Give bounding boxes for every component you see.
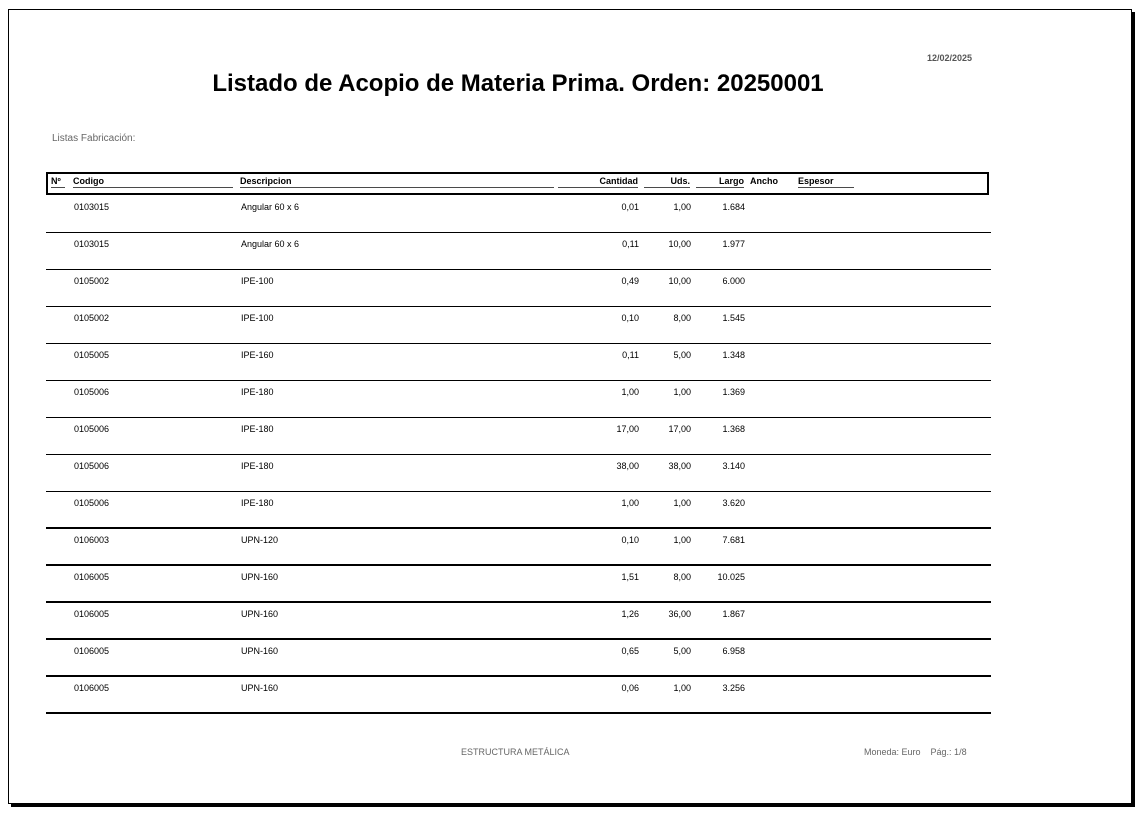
cell-codigo: 0105002	[74, 276, 110, 286]
cell-cantidad: 0,01	[621, 202, 639, 212]
cell-cantidad: 38,00	[616, 461, 639, 471]
cell-cantidad: 0,10	[621, 535, 639, 545]
cell-largo: 1.867	[722, 609, 745, 619]
cell-cantidad: 0,06	[621, 683, 639, 693]
table-row	[46, 603, 991, 640]
footer-currency: Moneda: Euro	[864, 747, 921, 757]
table-row	[46, 381, 991, 418]
table-row	[46, 640, 991, 677]
cell-largo: 7.681	[722, 535, 745, 545]
cell-codigo: 0106005	[74, 646, 110, 656]
header-cantidad: Cantidad	[558, 176, 638, 188]
cell-descripcion: IPE-100	[241, 276, 274, 286]
cell-largo: 6.000	[722, 276, 745, 286]
cell-descripcion: UPN-120	[241, 535, 279, 545]
cell-uds: 36,00	[668, 609, 691, 619]
cell-uds: 8,00	[673, 572, 691, 582]
cell-uds: 1,00	[673, 683, 691, 693]
cell-descripcion: IPE-100	[241, 313, 274, 323]
cell-largo: 10.025	[717, 572, 745, 582]
cell-cantidad: 0,65	[621, 646, 639, 656]
cell-codigo: 0103015	[74, 202, 110, 212]
cell-descripcion: Angular 60 x 6	[241, 239, 300, 249]
cell-cantidad: 0,49	[621, 276, 639, 286]
cell-cantidad: 0,11	[622, 350, 639, 360]
cell-codigo: 0105006	[74, 461, 110, 471]
cell-descripcion: UPN-160	[241, 609, 279, 619]
header-codigo: Codigo	[73, 176, 233, 188]
table-row	[46, 344, 991, 381]
table-row	[46, 418, 991, 455]
cell-uds: 10,00	[668, 239, 691, 249]
header-largo: Largo	[696, 176, 744, 188]
report-title: Listado de Acopio de Materia Prima. Orden: 20250001	[212, 70, 824, 97]
footer-page-number: Pág.: 1/8	[930, 747, 967, 757]
table-row	[46, 307, 991, 344]
cell-largo: 1.977	[722, 239, 745, 249]
cell-largo: 3.140	[722, 461, 745, 471]
report-date: 12/02/2025	[927, 53, 973, 63]
cell-codigo: 0103015	[74, 239, 110, 249]
cell-uds: 1,00	[673, 498, 691, 508]
cell-cantidad: 17,00	[616, 424, 639, 434]
report-page	[8, 9, 1132, 804]
cell-largo: 1.684	[722, 202, 745, 212]
cell-largo: 6.958	[722, 646, 745, 656]
cell-codigo: 0106005	[74, 683, 110, 693]
cell-codigo: 0106005	[74, 609, 110, 619]
cell-descripcion: IPE-180	[241, 387, 274, 397]
table-row	[46, 455, 991, 492]
cell-descripcion: UPN-160	[241, 683, 279, 693]
header-num: Nº	[51, 176, 65, 188]
cell-cantidad: 1,26	[621, 609, 639, 619]
materials-table	[46, 196, 991, 714]
cell-descripcion: UPN-160	[241, 572, 279, 582]
cell-codigo: 0105005	[74, 350, 110, 360]
header-descripcion: Descripcion	[240, 176, 554, 188]
cell-largo: 3.256	[722, 683, 745, 693]
table-row	[46, 270, 991, 307]
cell-descripcion: Angular 60 x 6	[241, 202, 300, 212]
cell-codigo: 0106003	[74, 535, 110, 545]
table-header	[46, 172, 989, 195]
listas-fabricacion-label: Listas Fabricación:	[52, 133, 136, 144]
cell-codigo: 0105006	[74, 424, 110, 434]
table-row	[46, 233, 991, 270]
table-row	[46, 677, 991, 714]
cell-uds: 17,00	[668, 424, 691, 434]
cell-codigo: 0105002	[74, 313, 110, 323]
cell-cantidad: 1,00	[621, 498, 639, 508]
cell-codigo: 0106005	[74, 572, 110, 582]
cell-cantidad: 1,51	[621, 572, 639, 582]
cell-cantidad: 1,00	[621, 387, 639, 397]
cell-descripcion: IPE-160	[241, 350, 274, 360]
header-ancho: Ancho	[750, 176, 778, 186]
footer-info	[864, 747, 977, 757]
header-uds: Uds.	[644, 176, 690, 188]
cell-largo: 1.348	[722, 350, 745, 360]
cell-largo: 1.368	[722, 424, 745, 434]
cell-descripcion: IPE-180	[241, 498, 274, 508]
cell-codigo: 0105006	[74, 498, 110, 508]
cell-descripcion: UPN-160	[241, 646, 279, 656]
cell-uds: 1,00	[673, 202, 691, 212]
cell-largo: 1.369	[722, 387, 745, 397]
cell-uds: 5,00	[673, 646, 691, 656]
cell-descripcion: IPE-180	[241, 424, 274, 434]
cell-largo: 1.545	[722, 313, 745, 323]
table-row	[46, 566, 991, 603]
table-row	[46, 492, 991, 529]
table-row	[46, 529, 991, 566]
cell-uds: 10,00	[668, 276, 691, 286]
cell-cantidad: 0,11	[622, 239, 639, 249]
header-espesor: Espesor	[798, 176, 854, 188]
footer-company: ESTRUCTURA METÁLICA	[461, 747, 570, 757]
cell-uds: 5,00	[673, 350, 691, 360]
cell-cantidad: 0,10	[621, 313, 639, 323]
cell-uds: 1,00	[673, 535, 691, 545]
cell-uds: 1,00	[673, 387, 691, 397]
cell-descripcion: IPE-180	[241, 461, 274, 471]
table-row	[46, 196, 991, 233]
cell-largo: 3.620	[722, 498, 745, 508]
cell-uds: 8,00	[673, 313, 691, 323]
cell-codigo: 0105006	[74, 387, 110, 397]
cell-uds: 38,00	[668, 461, 691, 471]
